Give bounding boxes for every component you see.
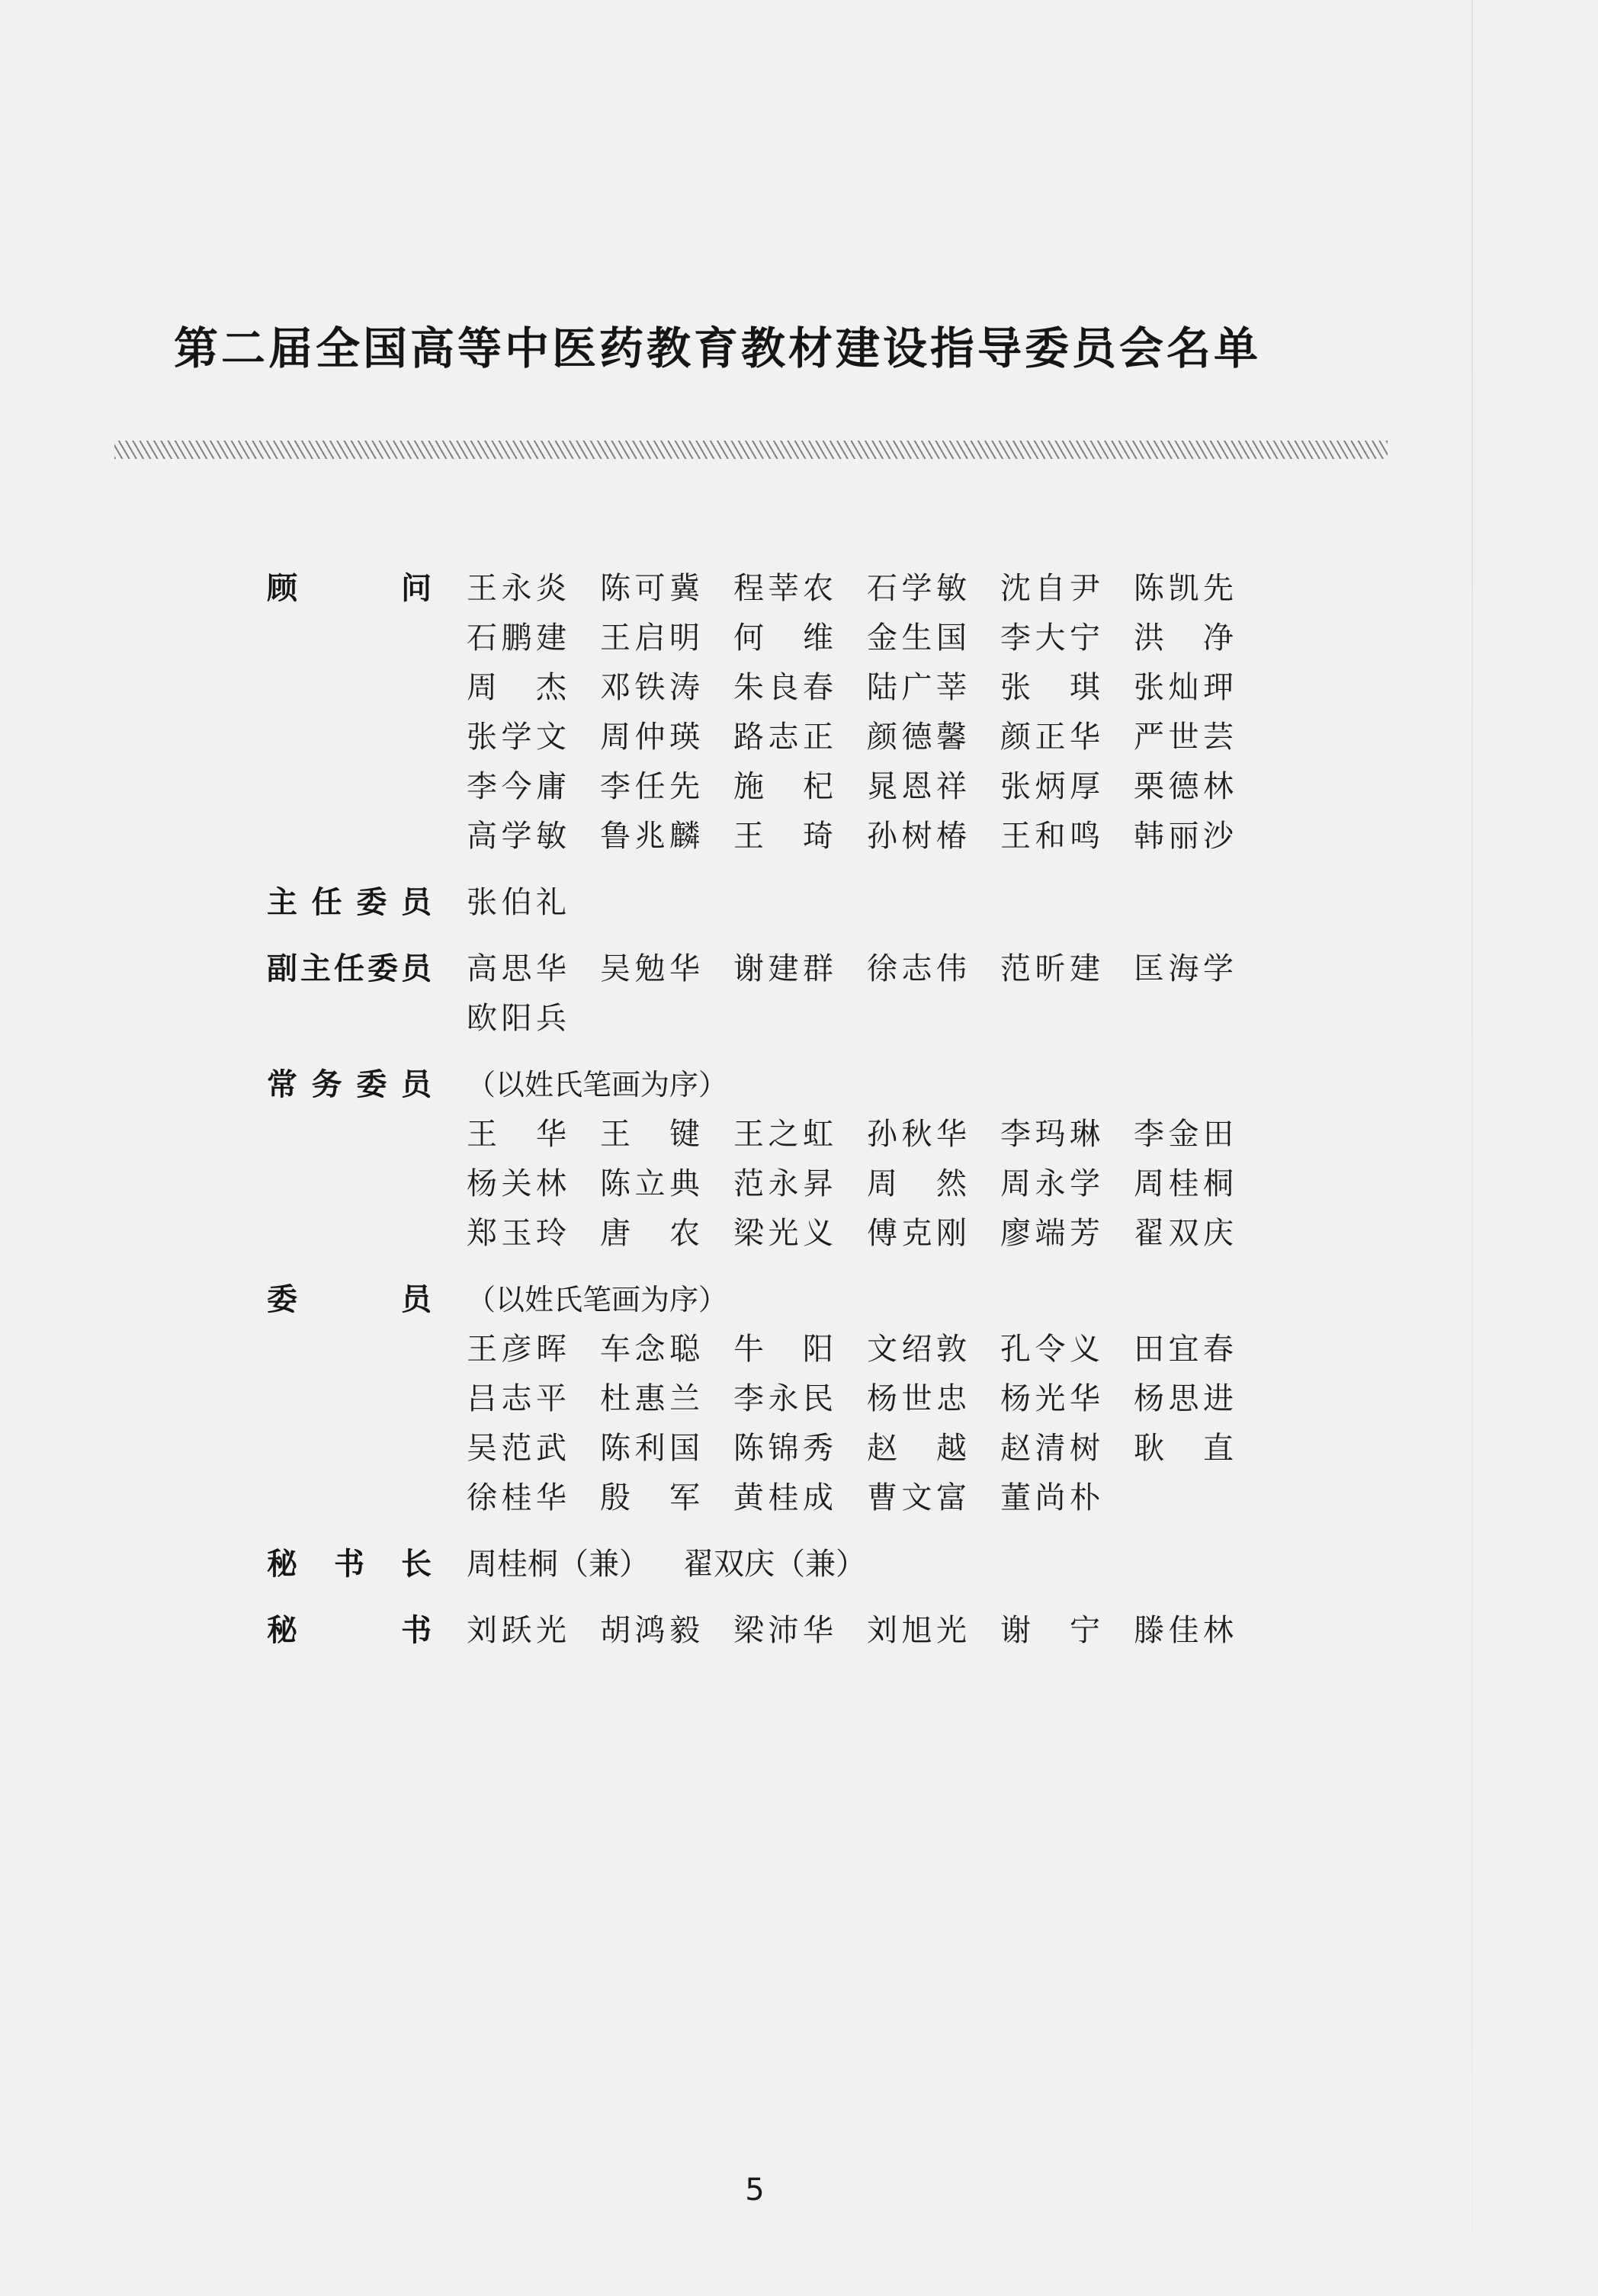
member-name-text: 陈利国 <box>600 1431 700 1466</box>
member-name <box>867 713 1000 762</box>
role-label: 秘书长 <box>267 1547 432 1582</box>
member-name <box>600 1374 733 1424</box>
member-name <box>1134 762 1267 812</box>
ordering-note: （以姓氏笔画为序） <box>467 1283 728 1316</box>
member-name-text: 张学文 <box>467 720 566 755</box>
member-name <box>600 944 733 994</box>
member-name-text: 颜德馨 <box>867 720 967 755</box>
member-name <box>467 1473 600 1523</box>
member-name <box>867 1473 1000 1523</box>
member-name <box>600 812 733 861</box>
member-name-text: 韩丽沙 <box>1134 819 1234 854</box>
member-name-text: 王之虹 <box>733 1117 833 1152</box>
member-name-text: 洪净 <box>1134 620 1234 656</box>
member-name <box>733 1606 867 1656</box>
member-name-text: 路志正 <box>733 720 833 755</box>
member-name-text: 刘旭光 <box>867 1613 967 1648</box>
member-name <box>467 762 600 812</box>
member-name-text: 徐志伟 <box>867 951 967 986</box>
member-name-text: 周桂桐（兼） <box>467 1547 650 1582</box>
member-name <box>600 1424 733 1473</box>
role-label: 秘书 <box>267 1613 432 1648</box>
member-name-text: 李金田 <box>1134 1117 1234 1152</box>
member-name <box>467 663 600 713</box>
member-name <box>467 614 600 663</box>
committee-roster <box>267 564 1273 1656</box>
member-name <box>600 762 733 812</box>
member-name <box>733 713 867 762</box>
member-name-text: 滕佳林 <box>1134 1613 1234 1648</box>
member-name-text: 匡海学 <box>1134 951 1234 986</box>
member-name-text: 石学敏 <box>867 571 967 606</box>
names-row <box>467 1209 1273 1259</box>
member-name-text: 李永民 <box>733 1381 833 1416</box>
member-name-text: 杨光华 <box>1000 1381 1100 1416</box>
member-name-text: 陈可冀 <box>600 571 700 606</box>
member-name <box>600 564 733 614</box>
names-row <box>467 812 1273 861</box>
member-name <box>1000 944 1134 994</box>
member-name-text: 高思华 <box>467 951 566 986</box>
member-name <box>1134 1159 1267 1209</box>
member-name-text: 王琦 <box>733 819 833 854</box>
member-name <box>867 944 1000 994</box>
member-name <box>467 1209 600 1259</box>
member-name-text: 殷军 <box>600 1480 700 1515</box>
member-name-text: 颜正华 <box>1000 720 1100 755</box>
member-name-text: 吴勉华 <box>600 951 700 986</box>
member-name-text: 张灿玾 <box>1134 670 1234 705</box>
member-name <box>1134 663 1267 713</box>
member-name-text: 何维 <box>733 620 833 656</box>
member-list <box>467 564 1273 861</box>
member-name <box>600 1110 733 1159</box>
member-name <box>733 663 867 713</box>
member-name <box>1134 713 1267 762</box>
member-name-text: 严世芸 <box>1134 720 1234 755</box>
member-name-text: 孙树椿 <box>867 819 967 854</box>
member-name-text: 欧阳兵 <box>467 1001 566 1036</box>
member-name <box>1134 1606 1267 1656</box>
page-number: 5 <box>745 2173 765 2208</box>
role-label: 顾问 <box>267 571 432 606</box>
member-name-text: 高学敏 <box>467 819 566 854</box>
member-name <box>733 564 867 614</box>
member-list <box>467 1540 1273 1589</box>
member-name-text: 黄桂成 <box>733 1480 833 1515</box>
member-name-text: 晁恩祥 <box>867 769 967 804</box>
role-label: 委员 <box>267 1282 432 1317</box>
member-name <box>1000 1209 1134 1259</box>
member-name-text: 梁光义 <box>733 1216 833 1251</box>
member-name-text: 栗德林 <box>1134 769 1234 804</box>
member-name <box>867 762 1000 812</box>
member-name <box>867 564 1000 614</box>
role-label: 常务委员 <box>267 1067 432 1102</box>
member-name <box>1000 713 1134 762</box>
member-name-text: 石鹏建 <box>467 620 566 656</box>
names-row <box>467 564 1273 614</box>
member-name-text: 施杞 <box>733 769 833 804</box>
member-name <box>867 1374 1000 1424</box>
member-name <box>1000 1473 1134 1523</box>
names-row <box>467 1473 1273 1523</box>
member-name-text: 周杰 <box>467 670 566 705</box>
member-name-text: 吕志平 <box>467 1381 566 1416</box>
member-name <box>467 1606 600 1656</box>
member-name-text: 周仲瑛 <box>600 720 700 755</box>
member-name <box>867 1209 1000 1259</box>
section-gap <box>267 1523 1273 1540</box>
member-name-text: 杨世忠 <box>867 1381 967 1416</box>
roster-section <box>267 564 1273 861</box>
member-name-text: 牛阳 <box>733 1332 833 1367</box>
member-name-text: 周然 <box>867 1166 967 1201</box>
member-name-text: 沈自尹 <box>1000 571 1100 606</box>
member-name-text: 徐桂华 <box>467 1480 566 1515</box>
member-name-text: 曹文富 <box>867 1480 967 1515</box>
member-name-text: 胡鸿毅 <box>600 1613 700 1648</box>
section-gap <box>267 1044 1273 1060</box>
names-row <box>467 762 1273 812</box>
member-name-text: 鲁兆麟 <box>600 819 700 854</box>
member-name <box>467 564 600 614</box>
roster-section <box>267 878 1273 928</box>
member-name <box>467 944 600 994</box>
member-name-text: 张琪 <box>1000 670 1100 705</box>
member-name-text: 傅克刚 <box>867 1216 967 1251</box>
member-name <box>1000 1606 1134 1656</box>
member-name <box>1134 944 1267 994</box>
member-name-text: 孔令义 <box>1000 1332 1100 1367</box>
member-name <box>733 1374 867 1424</box>
section-gap <box>267 1259 1273 1275</box>
member-name <box>1134 1325 1267 1374</box>
member-name <box>867 1110 1000 1159</box>
member-name <box>600 713 733 762</box>
member-name-text: 朱良春 <box>733 670 833 705</box>
section-gap <box>267 861 1273 878</box>
member-name <box>1134 812 1267 861</box>
member-name-text: 王启明 <box>600 620 700 656</box>
member-name-text: 陆广莘 <box>867 670 967 705</box>
names-row <box>467 1110 1273 1159</box>
page-title: 第二届全国高等中医药教育教材建设指导委员会名单 <box>174 322 1262 374</box>
member-name-text: 范昕建 <box>1000 951 1100 986</box>
member-name <box>867 614 1000 663</box>
member-name-text: 金生国 <box>867 620 967 656</box>
member-name-text: 文绍敦 <box>867 1332 967 1367</box>
member-name <box>733 1473 867 1523</box>
member-name <box>1000 1374 1134 1424</box>
member-name <box>600 1473 733 1523</box>
member-name <box>1000 1110 1134 1159</box>
member-name <box>867 1325 1000 1374</box>
names-row <box>467 944 1273 994</box>
names-row <box>467 1540 1273 1589</box>
member-name <box>733 1209 867 1259</box>
member-name <box>600 1159 733 1209</box>
member-list <box>467 878 1273 928</box>
member-name-text: 李今庸 <box>467 769 566 804</box>
member-name-text: 孙秋华 <box>867 1117 967 1152</box>
member-name <box>733 1159 867 1209</box>
member-name-text: 王永炎 <box>467 571 566 606</box>
member-name-text: 谢宁 <box>1000 1613 1100 1648</box>
member-name-text: 郑玉玲 <box>467 1216 566 1251</box>
names-row <box>467 1159 1273 1209</box>
member-name <box>733 614 867 663</box>
member-name-text: 车念聪 <box>600 1332 700 1367</box>
member-name <box>1000 564 1134 614</box>
roster-section <box>267 1540 1273 1589</box>
member-name <box>1134 1424 1267 1473</box>
member-name <box>1134 1110 1267 1159</box>
member-list <box>467 944 1273 1044</box>
roster-section <box>267 1060 1273 1259</box>
member-name <box>600 1209 733 1259</box>
member-name <box>1000 1159 1134 1209</box>
member-name <box>733 762 867 812</box>
role-label: 副主任委员 <box>267 951 432 986</box>
member-name-text: 廖端芳 <box>1000 1216 1100 1251</box>
member-name-text: 李玛琳 <box>1000 1117 1100 1152</box>
member-name-text: 程莘农 <box>733 571 833 606</box>
member-name <box>600 1325 733 1374</box>
member-name-text: 杨思进 <box>1134 1381 1234 1416</box>
member-name <box>1134 1209 1267 1259</box>
member-name-text: 董尚朴 <box>1000 1480 1100 1515</box>
member-name-text: 赵清树 <box>1000 1431 1100 1466</box>
member-name-text: 谢建群 <box>733 951 833 986</box>
member-name <box>467 812 600 861</box>
ordering-note: （以姓氏笔画为序） <box>467 1068 728 1102</box>
names-row <box>467 994 1273 1044</box>
member-name-text: 田宜春 <box>1134 1332 1234 1367</box>
member-name <box>1134 1374 1267 1424</box>
member-name-text: 周永学 <box>1000 1166 1100 1201</box>
member-name <box>467 878 600 928</box>
names-row <box>467 663 1273 713</box>
member-name-text: 梁沛华 <box>733 1613 833 1648</box>
member-name-text: 翟双庆（兼） <box>683 1547 866 1582</box>
member-name-text: 李任先 <box>600 769 700 804</box>
names-row <box>467 614 1273 663</box>
member-name <box>1000 614 1134 663</box>
member-name-text: 张炳厚 <box>1000 769 1100 804</box>
member-name-text: 陈锦秀 <box>733 1431 833 1466</box>
member-name <box>467 1159 600 1209</box>
member-name-text: 王键 <box>600 1117 700 1152</box>
member-name-text: 刘跃光 <box>467 1613 566 1648</box>
member-name-text: 王彦晖 <box>467 1332 566 1367</box>
member-name <box>733 1110 867 1159</box>
names-row <box>467 1325 1273 1374</box>
member-name <box>1000 663 1134 713</box>
names-row <box>467 1424 1273 1473</box>
member-list <box>467 1606 1273 1656</box>
member-name <box>600 1606 733 1656</box>
member-name <box>733 944 867 994</box>
member-name <box>600 663 733 713</box>
member-name <box>467 713 600 762</box>
member-name <box>1000 1424 1134 1473</box>
member-name <box>867 1159 1000 1209</box>
decorative-hatch-divider <box>114 441 1388 459</box>
roster-section <box>267 944 1273 1044</box>
member-name <box>733 1424 867 1473</box>
member-name-text: 王华 <box>467 1117 566 1152</box>
member-name-text: 邓铁涛 <box>600 670 700 705</box>
member-name <box>1000 812 1134 861</box>
member-name-text: 张伯礼 <box>467 885 566 920</box>
names-row <box>467 1374 1273 1424</box>
member-name-text: 李大宁 <box>1000 620 1100 656</box>
section-gap <box>267 1589 1273 1606</box>
member-name-text: 陈立典 <box>600 1166 700 1201</box>
member-name <box>867 1606 1000 1656</box>
member-name <box>867 1424 1000 1473</box>
member-name <box>467 1110 600 1159</box>
member-name <box>733 1325 867 1374</box>
member-name <box>600 614 733 663</box>
member-name <box>733 812 867 861</box>
page-edge-shadow <box>1471 0 1473 2233</box>
names-row <box>467 878 1273 928</box>
member-name <box>867 663 1000 713</box>
member-list <box>467 1275 1273 1523</box>
member-name <box>467 1424 600 1473</box>
member-name-text: 周桂桐 <box>1134 1166 1234 1201</box>
member-name-text: 翟双庆 <box>1134 1216 1234 1251</box>
member-name <box>1134 614 1267 663</box>
role-label: 主任委员 <box>267 885 432 920</box>
member-name-text: 杨关林 <box>467 1166 566 1201</box>
member-name-text: 陈凯先 <box>1134 571 1234 606</box>
member-name-text: 范永昇 <box>733 1166 833 1201</box>
section-gap <box>267 928 1273 944</box>
member-list <box>467 1060 1273 1259</box>
member-name-text: 赵越 <box>867 1431 967 1466</box>
member-name-text: 吴范武 <box>467 1431 566 1466</box>
member-name <box>467 1325 600 1374</box>
member-name-text: 唐农 <box>600 1216 700 1251</box>
names-row <box>467 713 1273 762</box>
member-name <box>867 812 1000 861</box>
names-row <box>467 1606 1273 1656</box>
member-name <box>1134 564 1267 614</box>
member-name <box>1000 1325 1134 1374</box>
member-name <box>1000 762 1134 812</box>
member-name-text: 耿直 <box>1134 1431 1234 1466</box>
member-name <box>683 1540 866 1589</box>
roster-section <box>267 1606 1273 1656</box>
member-name-text: 杜惠兰 <box>600 1381 700 1416</box>
member-name-text: 王和鸣 <box>1000 819 1100 854</box>
roster-section <box>267 1275 1273 1523</box>
member-name <box>467 1374 600 1424</box>
member-name <box>467 994 600 1044</box>
member-name <box>467 1540 650 1589</box>
